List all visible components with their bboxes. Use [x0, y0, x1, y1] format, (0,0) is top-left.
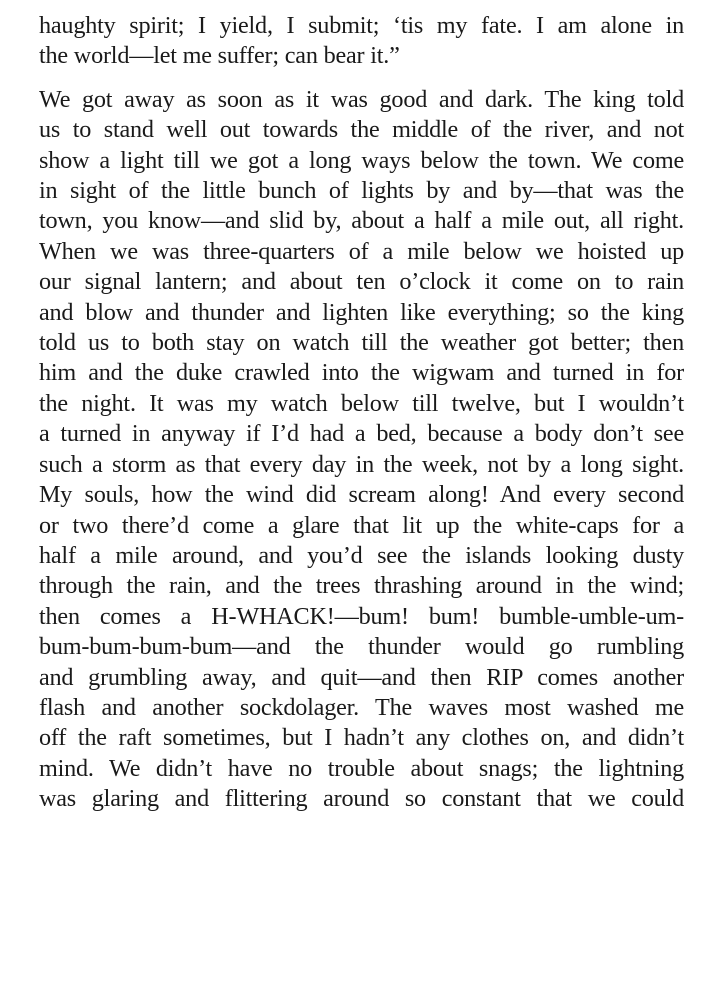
text-line: My souls, how the wind did scream along! And every second — [39, 481, 684, 509]
text-line: When we was three-quarters of a mile below we hoisted up — [39, 237, 684, 265]
text-line: us to stand well out towards the middle of the river, and not — [39, 116, 684, 144]
text-line: him and the duke crawled into the wigwam and turned in for — [39, 359, 684, 387]
text-line: show a light till we got a long ways below the town. We come — [39, 146, 684, 174]
paragraph-1 — [39, 11, 684, 72]
text-line: then comes a H-WHACK!—bum! bum! bumble-umble-um- — [39, 602, 684, 630]
text-line: the world—let me suffer; can bear it.” — [39, 42, 400, 70]
text-line: We got away as soon as it was good and dark. The king told — [39, 85, 684, 113]
text-line: and grumbling away, and quit—and then RIP comes another — [39, 663, 684, 691]
text-line: a turned in anyway if I’d had a bed, because a body don’t see — [39, 420, 684, 448]
text-line: such a storm as that every day in the week, not by a long sight. — [39, 450, 684, 478]
text-line: and blow and thunder and lighten like everything; so the king — [39, 298, 684, 326]
book-page — [39, 11, 684, 815]
paragraph-2 — [39, 85, 684, 815]
text-line: half a mile around, and you’d see the islands looking dusty — [39, 541, 684, 569]
text-line: bum-bum-bum-bum—and the thunder would go rumbling — [39, 633, 684, 661]
text-line: flash and another sockdolager. The waves most washed me — [39, 693, 684, 721]
text-line: through the rain, and the trees thrashing around in the wind; — [39, 572, 684, 600]
text-line: our signal lantern; and about ten o’clock it come on to rain — [39, 268, 684, 296]
text-line: told us to both stay on watch till the weather got better; then — [39, 329, 684, 357]
text-line: off the raft sometimes, but I hadn’t any clothes on, and didn’t — [39, 724, 684, 752]
text-line: haughty spirit; I yield, I submit; ‘tis my fate. I am alone in — [39, 12, 684, 39]
text-line: was glaring and flittering around so constant that we could — [39, 785, 684, 813]
text-line: or two there’d come a glare that lit up the white-caps for a — [39, 511, 684, 539]
text-line: town, you know—and slid by, about a half a mile out, all right. — [39, 207, 684, 235]
text-line: in sight of the little bunch of lights by and by—that was the — [39, 177, 684, 205]
text-line: the night. It was my watch below till twelve, but I wouldn’t — [39, 389, 684, 417]
text-line: mind. We didn’t have no trouble about snags; the lightning — [39, 754, 684, 782]
